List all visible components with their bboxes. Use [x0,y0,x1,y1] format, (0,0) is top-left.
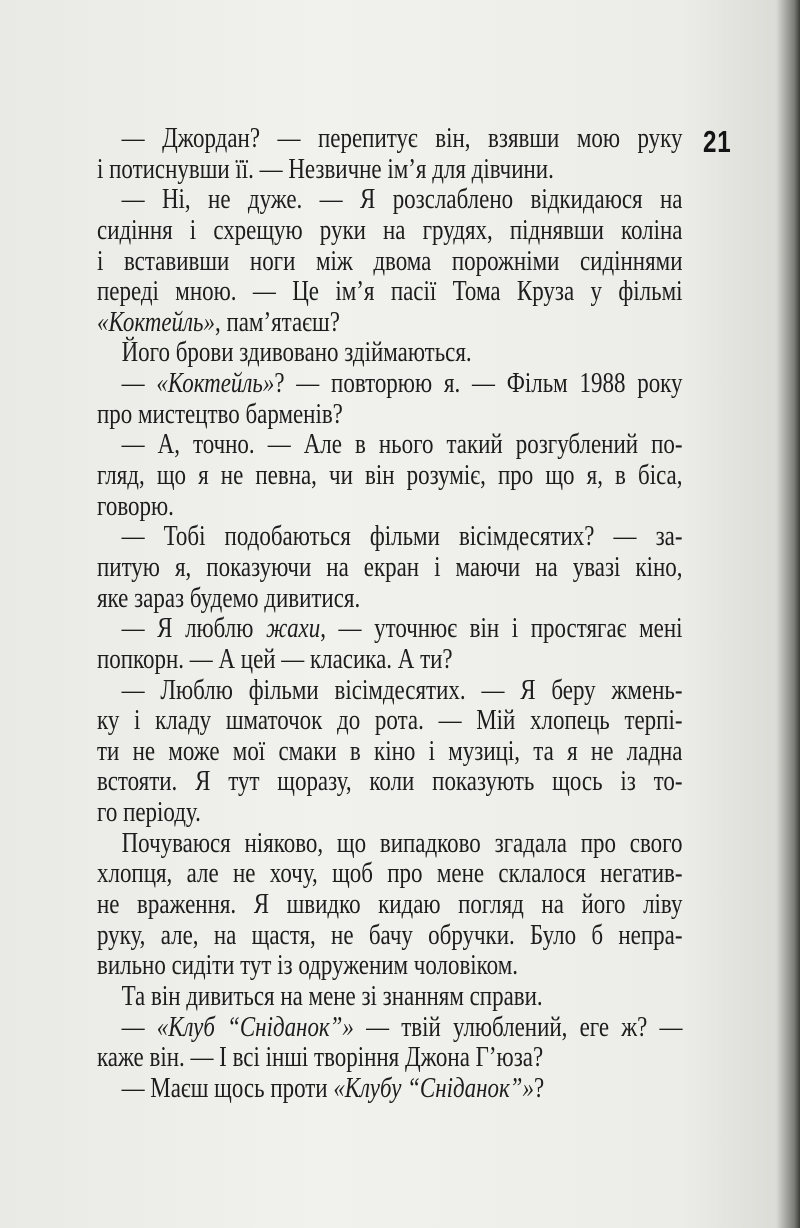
text-segment: , — уточнює він і простягає мені [320,613,683,645]
text-segment: — [121,368,157,400]
text-segment: хлопця, але не хочу, щоб про мене склалося негатив- [97,858,683,890]
text-segment: Почуваюся ніяково, що випадково згадала про свого [121,827,683,859]
text-segment: і вставивши ноги між двома порожніми сидіннями [97,245,683,277]
text-line [97,1074,682,1105]
text-segment: — А, точно. — Але в нього такий розгублений по- [121,429,683,461]
text-segment: ти не може мої смаки в кіно і музиці, та я не ладна [97,735,683,767]
text-segment: , пам’ятаєш? [214,306,340,338]
text-segment: — Ні, не дуже. — Я розслаблено відкидаюся на [121,184,683,216]
text-segment: — Я люблю [121,613,267,645]
text-segment: встояти. Я тут щоразу, коли показують щось із то- [97,766,683,798]
text-line [97,216,682,247]
text-line [97,982,682,1013]
text-line [97,737,682,768]
text-segment: переді мною. — Це ім’я пасії Тома Круза у фільмі [97,276,683,308]
text-line [97,553,682,584]
text-line [97,951,682,982]
text-segment: ку і кладу шматочок до рота. — Мій хлопець терпі- [97,705,683,737]
text-line [97,430,682,461]
text-segment: вильно сидіти тут із одруженим чоловіком. [97,950,518,982]
text-line [97,798,682,829]
text-line [97,767,682,798]
text-segment: — [121,1011,157,1043]
text-line [97,676,682,707]
text-line [97,1043,682,1074]
text-segment: гляд, що я не певна, чи він розуміє, про що я, в біса, [97,460,683,492]
text-segment: — Тобі подобаються фільми вісімдесятих? — за- [121,521,683,553]
text-segment: — твій улюблений, еге ж? — [353,1011,683,1043]
text-segment: Його брови здивовано здіймаються. [121,337,472,369]
text-segment: не враження. Я швидко кидаю погляд на його ліву [97,889,683,921]
text-line [97,185,682,216]
italic-title: жахи [266,613,321,645]
text-line [97,522,682,553]
body-text [97,124,682,1105]
text-line [97,645,682,676]
text-segment: говорю. [97,490,174,522]
text-segment: руку, але, на щастя, не бачу обручки. Було б непра- [97,919,683,951]
page-number: 21 [703,124,732,159]
text-line [97,829,682,860]
text-line [97,155,682,186]
text-line [97,308,682,339]
text-segment: — Люблю фільми вісімдесятих. — Я беру жмень- [121,674,683,706]
text-line [97,277,682,308]
text-line [97,369,682,400]
text-line [97,584,682,615]
text-segment: каже він. — І всі інші творіння Джона Г’юза? [97,1042,544,1074]
italic-title: «Клубу “Сніданок”» [333,1072,534,1104]
text-segment: Та він дивиться на мене зі знанням справи. [121,980,543,1012]
text-line [97,706,682,737]
text-line [97,400,682,431]
text-line [97,247,682,278]
italic-title: «Клуб “Сніданок”» [156,1011,354,1043]
text-line [97,338,682,369]
text-segment: питую я, показуючи на екран і маючи на увазі кіно, [97,551,683,583]
text-segment: сидіння і схрещую руки на грудях, піднявши коліна [97,214,683,246]
text-segment: — Маєш щось проти [121,1072,334,1104]
text-line [97,124,682,155]
text-line [97,1013,682,1044]
text-segment: ? [533,1072,545,1104]
text-line [97,492,682,523]
text-segment: попкорн. — А цей — класика. А ти? [97,643,453,675]
text-segment: яке зараз будемо дивитися. [97,582,361,614]
text-line [97,614,682,645]
text-line [97,461,682,492]
italic-title: «Коктейль» [97,306,215,338]
text-segment: про мистецтво барменів? [97,398,343,430]
text-segment: го періоду. [97,797,201,829]
text-line [97,890,682,921]
text-segment: і потиснувши її. — Незвичне ім’я для дівчини. [97,153,554,185]
italic-title: «Коктейль» [156,368,275,400]
text-segment: ? — повторюю я. — Фільм 1988 року [274,368,683,400]
text-segment: — Джордан? — перепитує він, взявши мою руку [121,123,683,154]
text-line [97,921,682,952]
text-line [97,859,682,890]
